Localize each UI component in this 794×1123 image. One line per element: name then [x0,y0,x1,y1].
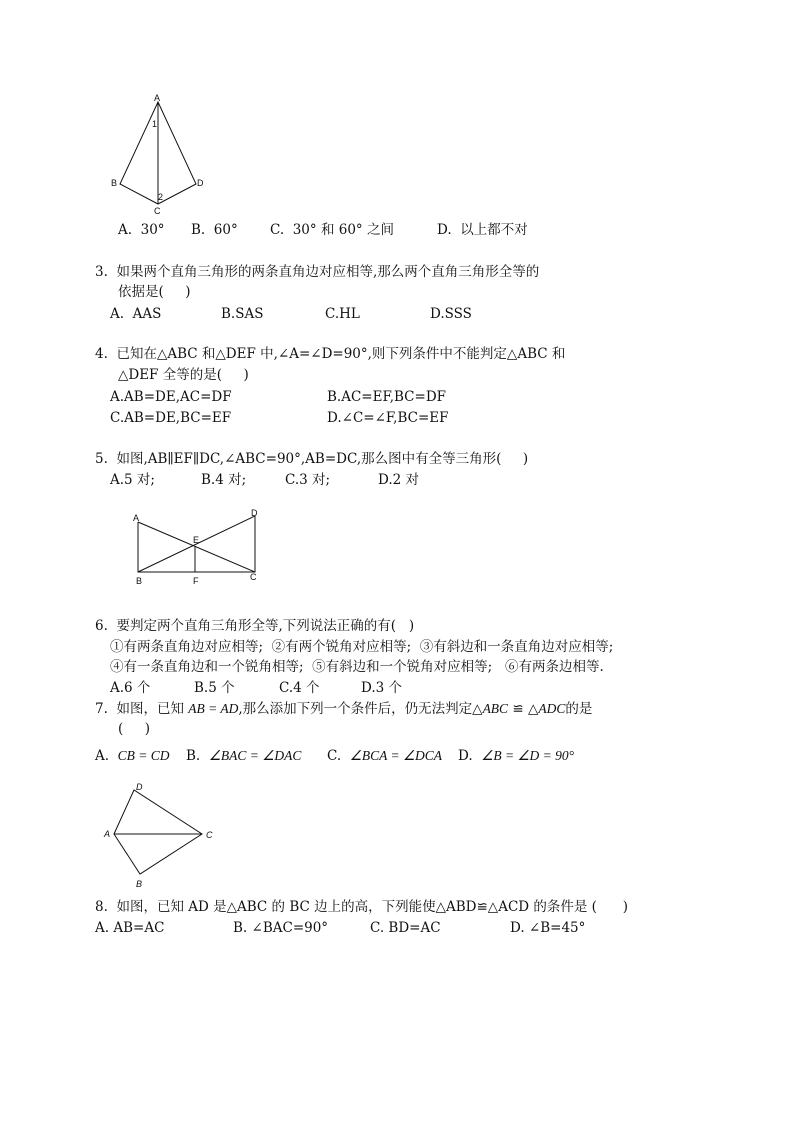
q7-question-line2: ( ) [118,721,150,737]
label-d: D [251,508,258,518]
label-e: E [193,535,200,545]
diagonal-ac [138,522,255,572]
q3-option-d: D.SSS [430,306,472,322]
q3-option-c: C.HL [325,306,360,322]
q3-option-b: B.SAS [221,306,264,322]
label-a: A [133,513,140,523]
label-d: D [197,178,204,188]
q5-option-a: A.5 对; [110,472,155,488]
q6-option-c: C.4 个 [279,680,320,696]
label-b: B [111,178,118,188]
q7-option-d: D. ∠B = ∠D = 90° [458,748,575,764]
q2-option-a: A. 30° [118,222,165,238]
q2-option-c: C. 30° 和 60° 之间 [270,222,394,238]
label-a: A [154,93,161,103]
label-d: D [136,782,143,792]
q7-question-line1: 7. 如图，已知 AB = AD,那么添加下列一个条件后，仍无法判定△ABC ≌ △ADC的是 [95,701,593,717]
q6-option-d: D.3 个 [361,680,403,696]
label-b: B [136,879,143,889]
label-angle-1: 1 [152,119,158,129]
label-f: F [193,576,199,586]
label-c: C [154,206,161,216]
q7-option-b: B. ∠BAC = ∠DAC [186,748,302,764]
q6-option-a: A.6 个 [110,680,151,696]
quad-outline [114,790,202,874]
q6-option-b: B.5 个 [194,680,235,696]
label-c: C [206,830,213,840]
q5-option-b: B.4 对; [201,472,247,488]
q2-option-d: D. 以上都不对 [437,222,528,238]
q8-option-b: B. ∠BAC=90° [233,920,329,936]
q8-option-c: C. BD=AC [370,920,441,936]
q5-option-d: D.2 对 [378,472,420,488]
q2-option-b: B. 60° [191,222,238,238]
q6-statements-line2: ④有一条直角边和一个锐角相等; ⑤有斜边和一个锐角对应相等; ⑥有两条边相等. [110,659,604,675]
q8-option-d: D. ∠B=45° [510,920,586,936]
q7-option-a: A. CB = CD [95,748,170,764]
q4-option-c: C.AB=DE,BC=EF [110,410,232,426]
q4-option-a: A.AB=DE,AC=DF [110,389,232,405]
q3-option-a: A. AAS [110,306,162,322]
figure-rectangle-diagonals [128,506,268,588]
q4-option-d: D.∠C=∠F,BC=EF [327,410,449,426]
q6-question-line1: 6. 要判定两个直角三角形全等,下列说法正确的有( ) [95,618,415,634]
label-a: A [104,829,111,839]
figure-quadrilateral [100,780,220,892]
q3-question-line2: 依据是( ) [118,284,191,300]
q5-question-line1: 5. 如图,AB∥EF∥DC,∠ABC=90°,AB=DC,那么图中有全等三角形( ) [95,451,529,467]
q8-option-a: A. AB=AC [95,920,165,936]
label-b: B [136,576,143,586]
q6-statements-line1: ①有两条直角边对应相等; ②有两个锐角对应相等; ③有斜边和一条直角边对应相等; [110,639,614,655]
q3-question-line1: 3. 如果两个直角三角形的两条直角边对应相等,那么两个直角三角形全等的 [95,264,540,280]
label-c: C [250,572,257,582]
q5-option-c: C.3 对; [285,472,331,488]
q8-question-line1: 8. 如图，已知 AD 是△ABC 的 BC 边上的高，下列能使△ABD≌△ACD 的条件是 ( ) [95,899,628,915]
q4-question-line2: △DEF 全等的是( ) [118,367,249,383]
q4-option-b: B.AC=EF,BC=DF [327,389,447,405]
q7-option-c: C. ∠BCA = ∠DCA [327,748,443,764]
figure-kite [105,92,215,217]
label-angle-2: 2 [158,192,164,202]
q4-question-line1: 4. 已知在△ABC 和△DEF 中,∠A=∠D=90°,则下列条件中不能判定△ABC 和 [95,346,566,362]
